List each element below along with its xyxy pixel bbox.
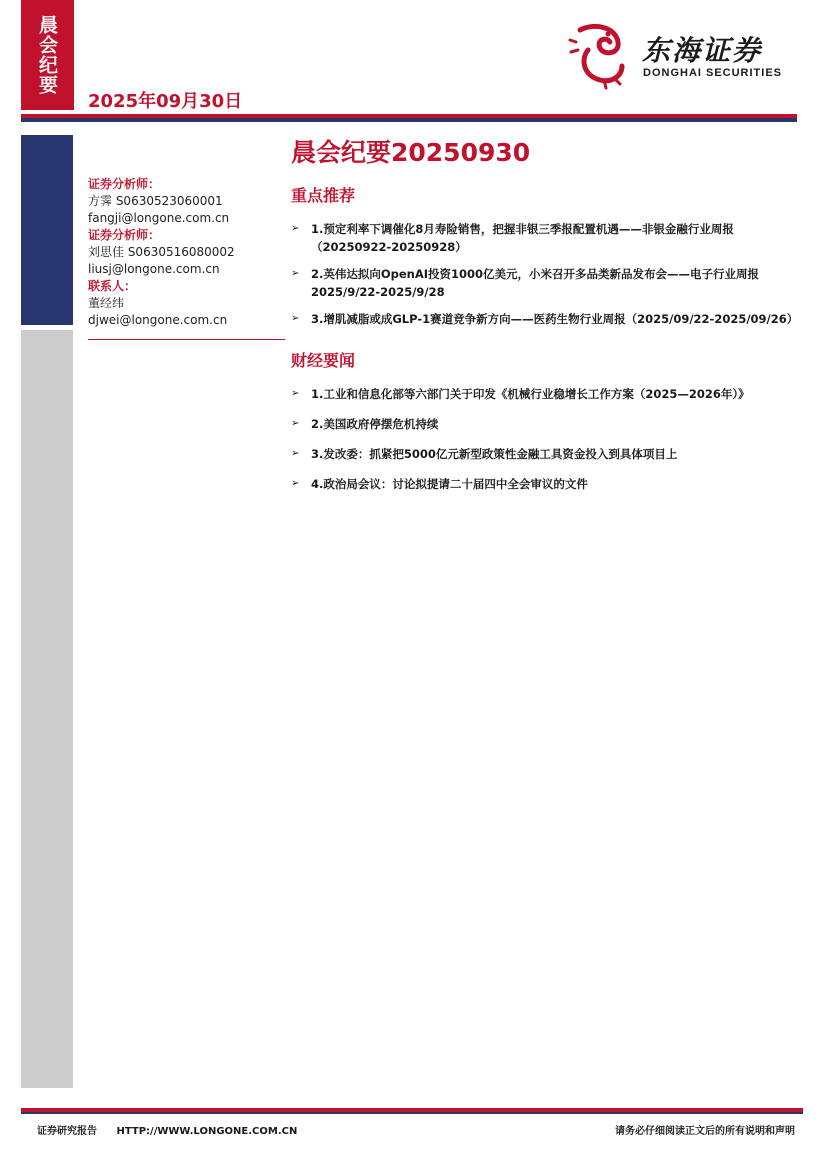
analyst-name: 刘思佳 S0630516080002 bbox=[88, 245, 235, 259]
footer-url-link[interactable]: HTTP://WWW.LONGONE.COM.CN bbox=[116, 1126, 298, 1137]
arrow-bullet-icon: ➢ bbox=[291, 268, 300, 279]
analyst-info bbox=[88, 176, 288, 329]
analyst-divider bbox=[88, 339, 285, 340]
contact-label: 联系人： bbox=[88, 279, 137, 293]
section-heading-key-recommendations: 重点推荐 bbox=[291, 186, 356, 205]
arrow-bullet-icon: ➢ bbox=[291, 478, 300, 489]
list-item-text: 2.英伟达拟向OpenAI投资1000亿美元，小米召开多品类新品发布会——电子行业周报2025/9/22-2025/9/28 bbox=[311, 267, 760, 299]
report-type-tag-text: 晨会纪要 bbox=[36, 15, 58, 95]
sidebar-gray-block bbox=[21, 330, 73, 1088]
arrow-bullet-icon: ➢ bbox=[291, 388, 300, 399]
list-item[interactable] bbox=[291, 475, 801, 493]
list-item[interactable] bbox=[291, 445, 801, 463]
page-title: 晨会纪要20250930 bbox=[291, 138, 531, 167]
footer-report-type: 证券研究报告 bbox=[37, 1126, 97, 1137]
contact-email: djwei@longone.com.cn bbox=[88, 313, 228, 327]
list-item[interactable] bbox=[291, 310, 801, 328]
list-item-text: 1.工业和信息化部等六部门关于印发《机械行业稳增长工作方案（2025—2026年）》 bbox=[311, 387, 750, 401]
financial-news-list bbox=[291, 385, 801, 505]
list-item[interactable] bbox=[291, 220, 801, 256]
list-item-text: 1.预定利率下调催化8月寿险销售，把握非银三季报配置机遇——非银金融行业周报（20250922-20250928） bbox=[311, 222, 734, 254]
analyst-label: 证券分析师： bbox=[88, 177, 161, 191]
list-item[interactable] bbox=[291, 415, 801, 433]
logo-chinese-name: 东海证券 bbox=[642, 34, 763, 67]
list-item-text: 3.发改委：抓紧把5000亿元新型政策性金融工具资金投入到具体项目上 bbox=[311, 447, 678, 461]
footer-rule-blue bbox=[21, 1112, 803, 1114]
analyst-label: 证券分析师： bbox=[88, 228, 161, 242]
arrow-bullet-icon: ➢ bbox=[291, 313, 300, 324]
key-recommendations-list bbox=[291, 220, 801, 337]
report-date: 2025年09月30日 bbox=[88, 91, 243, 112]
section-heading-financial-news: 财经要闻 bbox=[291, 351, 356, 370]
analyst-email: liusj@longone.com.cn bbox=[88, 262, 220, 276]
dragon-logo-icon bbox=[566, 20, 636, 90]
donghai-logo bbox=[566, 20, 796, 90]
contact-name: 董经纬 bbox=[88, 296, 125, 310]
list-item[interactable] bbox=[291, 385, 801, 403]
list-item-text: 3.增肌减脂或成GLP-1赛道竞争新方向——医药生物行业周报（2025/09/22-2025/09/26） bbox=[311, 312, 799, 326]
sidebar-blue-block bbox=[21, 135, 73, 325]
list-item[interactable] bbox=[291, 265, 801, 301]
list-item-text: 2.美国政府停摆危机持续 bbox=[311, 417, 439, 431]
arrow-bullet-icon: ➢ bbox=[291, 223, 300, 234]
logo-english-name: DONGHAI SECURITIES bbox=[643, 67, 783, 79]
analyst-name: 方霁 S0630523060001 bbox=[88, 194, 223, 208]
analyst-email: fangji@longone.com.cn bbox=[88, 211, 230, 225]
arrow-bullet-icon: ➢ bbox=[291, 448, 300, 459]
header-rule-blue bbox=[21, 118, 797, 122]
footer-disclaimer: 请务必仔细阅读正文后的所有说明和声明 bbox=[615, 1126, 795, 1137]
report-type-tag bbox=[21, 0, 74, 110]
list-item-text: 4.政治局会议：讨论拟提请二十届四中全会审议的文件 bbox=[311, 477, 588, 491]
arrow-bullet-icon: ➢ bbox=[291, 418, 300, 429]
footer-left bbox=[37, 1122, 313, 1137]
